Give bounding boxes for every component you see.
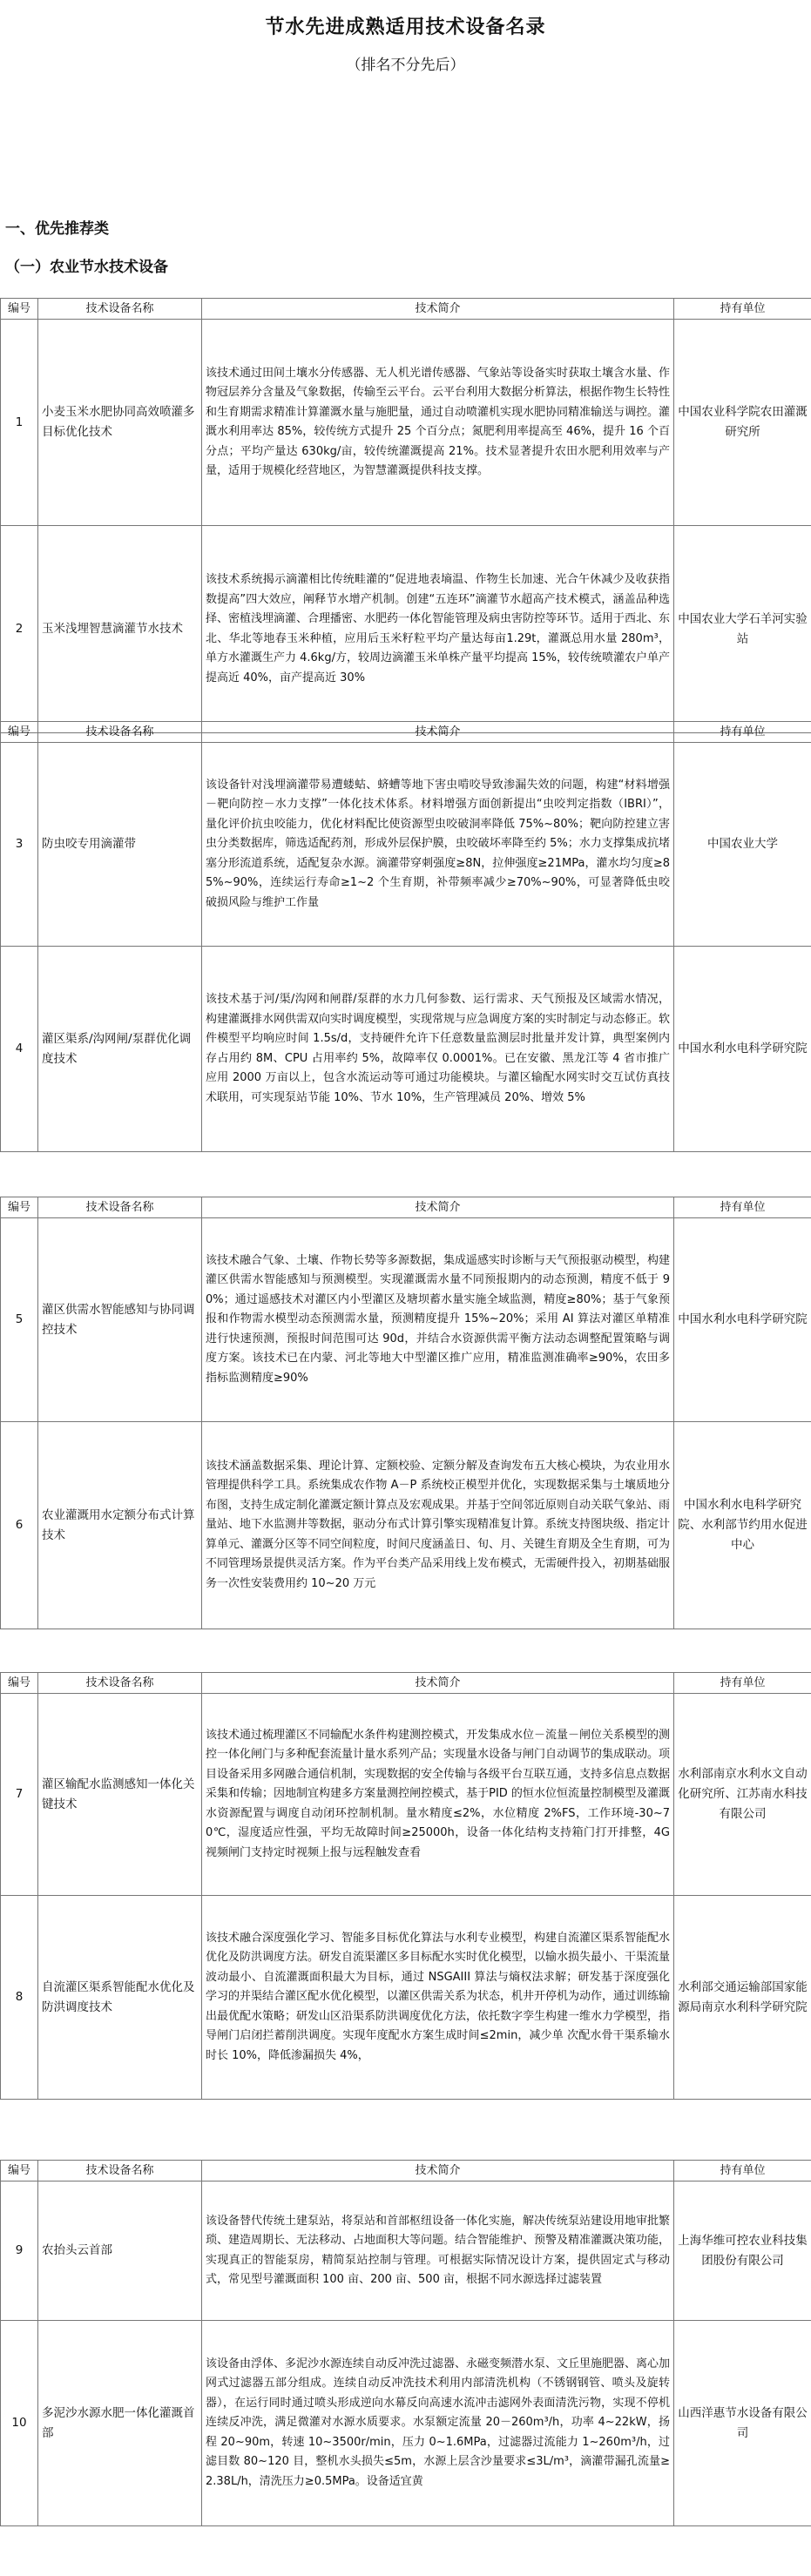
table-header-row [1, 299, 811, 320]
table-row [1, 947, 811, 1152]
header-name: 技术设备名称 [38, 1197, 202, 1218]
row-name: 玉米浅埋智慧滴灌节水技术 [38, 526, 202, 733]
tech-table [0, 1672, 811, 2100]
table-block-4 [0, 1672, 811, 2100]
section-heading: 一、优先推荐类 [5, 220, 109, 238]
row-org: 中国农业科学院农田灌溉研究所 [674, 320, 811, 526]
table-block-3 [0, 1197, 811, 1629]
tech-table [0, 298, 811, 733]
row-org: 上海华维可控农业科技集团股份有限公司 [674, 2182, 811, 2321]
row-org: 中国水利水电科学研究院、水利部节约用水促进中心 [674, 1422, 811, 1629]
header-org: 持有单位 [674, 1197, 811, 1218]
table-row [1, 2321, 811, 2526]
row-desc: 该技术涵盖数据采集、理论计算、定额校验、定额分解及查询发布五大核心模块，为农业用水管理提供科学工具。系统集成农作物 A－P 系统校正模型并优化，实现数据采集与土壤质地分布图，支持生成定制化灌溉定额计算点及宏观成果。并基于空间邻近原则自动关联气象站、雨量站、地下水监测井等数据，驱动分布式计算引擎实现精准复计算。系统支持图块级、指定计算单元、灌溉分区等不同空间粒度，时间尺度涵盖日、旬、月、关键生育期及全生育期，可为不同管理场景提供灵活方案。作为平台类产品采用线上发布模式，无需硬件投入，初期基础服务一次性安装费用约 10~20 万元 [202, 1422, 674, 1629]
row-org: 水利部交通运输部国家能源局南京水利科学研究院 [674, 1896, 811, 2100]
row-name: 多泥沙水源水肥一体化灌溉首部 [38, 2321, 202, 2526]
table-row [1, 526, 811, 733]
row-no: 7 [1, 1694, 38, 1896]
row-desc: 该技术基于河/渠/沟网和闸群/泵群的水力几何参数、运行需求、天气预报及区域需水情况，构建灌溉排水网供需双向实时调度模型，实现常规与应急调度方案的实时制定与动态修正。软件模型平均响应时间 1.5s/d，支持硬件允许下任意数量监测层时批量并发计算，典型案例内存占用约 8M、CPU 占用率约 5%，故障率仅 0.0001%。已在安徽、黑龙江等 4 省市推广应用 2000 万亩以上，包含水流运动等可通过功能模块。与灌区输配水网实时交互试仿真技术联用，可实现泵站节能 10%、节水 10%，生产管理减员 20%、增效 5% [202, 947, 674, 1152]
header-org: 持有单位 [674, 2161, 811, 2182]
table-block-1 [0, 298, 811, 733]
row-no: 5 [1, 1218, 38, 1422]
row-name: 防虫咬专用滴灌带 [38, 743, 202, 947]
row-name: 农抬头云首部 [38, 2182, 202, 2321]
row-org: 山西洋惠节水设备有限公司 [674, 2321, 811, 2526]
row-org: 中国水利水电科学研究院 [674, 1218, 811, 1422]
header-no: 编号 [1, 1673, 38, 1694]
header-name: 技术设备名称 [38, 722, 202, 743]
row-name: 农业灌溉用水定额分布式计算技术 [38, 1422, 202, 1629]
row-org: 中国水利水电科学研究院 [674, 947, 811, 1152]
row-no: 4 [1, 947, 38, 1152]
row-no: 10 [1, 2321, 38, 2526]
table-block-5 [0, 2160, 811, 2526]
row-no: 3 [1, 743, 38, 947]
row-no: 9 [1, 2182, 38, 2321]
header-name: 技术设备名称 [38, 2161, 202, 2182]
table-row [1, 1218, 811, 1422]
document-title: 节水先进成熟适用技术设备名录 [265, 17, 546, 38]
table-block-2 [0, 721, 811, 1152]
header-no: 编号 [1, 2161, 38, 2182]
header-name: 技术设备名称 [38, 299, 202, 320]
tech-table [0, 2160, 811, 2526]
header-org: 持有单位 [674, 299, 811, 320]
row-no: 1 [1, 320, 38, 526]
row-desc: 该设备替代传统土建泵站，将泵站和首部枢纽设备一体化实施，解决传统泵站建设用地审批繁琐、建造周期长、无法移动、占地面积大等问题。结合智能维护、预警及精准灌溉决策功能，实现真正的智能泵房，精简泵站控制与管理。可根据实际情况设计方案，提供固定式与移动式，常见型号灌溉面积 100 亩、200 亩、500 亩，根据不同水源选择过滤装置 [202, 2182, 674, 2321]
header-desc: 技术简介 [202, 1673, 674, 1694]
header-desc: 技术简介 [202, 2161, 674, 2182]
table-header-row [1, 1673, 811, 1694]
row-desc: 该设备针对浅埋滴灌带易遭蝼蛄、蛴螬等地下害虫啃咬导致渗漏失效的问题，构建“材料增强－靶向防控－水力支撑”一体化技术体系。材料增强方面创新提出“虫咬判定指数（IBRI）”，量化评价抗虫咬能力，优化材料配比使资源型虫咬破洞率降低 75%~80%；靶向防控建立害虫分类数据库，筛选适配药剂，形成外层保护膜，虫咬破坏率降至约 5%；水力支撑集成抗堵塞分形流道系统，适配复杂水源。滴灌带穿刺强度≥8N，拉伸强度≥21MPa，灌水均匀度≥85%~90%，连续运行寿命≥1~2 个生育期，补带频率减少≥70%~90%，可显著降低虫咬破损风险与维护工作量 [202, 743, 674, 947]
header-org: 持有单位 [674, 1673, 811, 1694]
row-no: 2 [1, 526, 38, 733]
header-desc: 技术简介 [202, 722, 674, 743]
header-no: 编号 [1, 1197, 38, 1218]
header-no: 编号 [1, 722, 38, 743]
row-org: 中国农业大学石羊河实验站 [674, 526, 811, 733]
tech-table [0, 721, 811, 1152]
table-row [1, 743, 811, 947]
row-desc: 该技术通过田间土壤水分传感器、无人机光谱传感器、气象站等设备实时获取土壤含水量、作物冠层养分含量及气象数据，传输至云平台。云平台利用大数据分析算法，根据作物生长特性和生育期需求精准计算灌溉水量与施肥量，通过自动喷灌机实现水肥协同精准输送与调控。灌溉水利用率达 85%，较传统方式提升 25 个百分点；氮肥利用率提高至 46%，提升 16 个百分点；平均产量达 630kg/亩，较传统灌溉提高 21%。技术显著提升农田水肥利用效率与产量，适用于规模化经营地区，为智慧灌溉提供科技支撑。 [202, 320, 674, 526]
table-row [1, 1422, 811, 1629]
table-row [1, 2182, 811, 2321]
header-name: 技术设备名称 [38, 1673, 202, 1694]
row-desc: 该技术融合气象、土壤、作物长势等多源数据，集成遥感实时诊断与天气预报驱动模型，构建灌区供需水智能感知与预测模型。实现灌溉需水量不同预报期内的动态预测，精度不低于 90%；通过遥感技术对灌区内小型灌区及塘坝蓄水量实施全域监测，精度≥80%；基于气象预报和作物需水模型动态预测需水量，预测精度提升 15%~20%；采用 AI 算法对灌区单精准进行快速预测，预报时间范围可达 90d，并结合水资源供需平衡方法动态调整配置策略与调度方案。该技术已在内蒙、河北等地大中型灌区推广应用，精准监测准确率≥90%，农田多指标监测精度≥90% [202, 1218, 674, 1422]
subsection-heading: （一）农业节水技术设备 [5, 259, 168, 276]
header-desc: 技术简介 [202, 1197, 674, 1218]
header-no: 编号 [1, 299, 38, 320]
row-desc: 该技术融合深度强化学习、智能多目标优化算法与水利专业模型，构建自流灌区渠系智能配水优化及防洪调度方法。研发自流渠灌区多目标配水实时优化模型，以输水损失最小、干渠流量波动最小、自流灌溉面积最大为目标，通过 NSGAIII 算法与熵权法求解；研发基于深度强化学习的并渠结合灌区配水优化模型，以灌区供需关系为状态，机井开停机为动作，通过训练输出最优配水策略；研发山区沿渠系防洪调度优化方法，依托数字孪生构建一维水力学模型，指导闸门启闭拦蓄削洪调度。实现年度配水方案生成时间≤2min，减少单 次配水骨干渠系输水时长 10%，降低渗漏损失 4%， [202, 1896, 674, 2100]
row-org: 中国农业大学 [674, 743, 811, 947]
row-org: 水利部南京水利水文自动化研究所、江苏南水科技有限公司 [674, 1694, 811, 1896]
row-name: 灌区供需水智能感知与协同调控技术 [38, 1218, 202, 1422]
row-name: 灌区输配水监测感知一体化关键技术 [38, 1694, 202, 1896]
row-no: 6 [1, 1422, 38, 1629]
row-desc: 该技术通过梳理灌区不同输配水条件构建测控模式，开发集成水位－流量－闸位关系模型的测控一体化闸门与多种配套流量计量水系列产品；实现量水设备与闸门自动调节的集成联动。项目设备采用多网融合通信机制，实现数据的安全传输与各级平台互联互通，支持多信息点数据采集和传输；因地制宜构建多方案量测控闸控模式，基于PID 的恒水位恒流量控制模型及灌溉水资源配置与调度自动闭环控制机制。量水精度≤2%，水位精度 2%FS，工作环境-30~70℃，湿度适应性强，平均无故障时间≥25000h，设备一体化结构支持箱门打开排整，4G 视频闸门支持定时视频上报与远程触发查看 [202, 1694, 674, 1896]
table-header-row [1, 2161, 811, 2182]
table-row [1, 1694, 811, 1896]
document-subtitle: （排名不分先后） [346, 57, 465, 74]
row-name: 小麦玉米水肥协同高效喷灌多目标优化技术 [38, 320, 202, 526]
row-name: 自流灌区渠系智能配水优化及防洪调度技术 [38, 1896, 202, 2100]
header-org: 持有单位 [674, 722, 811, 743]
tech-table [0, 1197, 811, 1629]
table-row [1, 1896, 811, 2100]
row-name: 灌区渠系/沟网闸/泵群优化调度技术 [38, 947, 202, 1152]
table-row [1, 320, 811, 526]
row-no: 8 [1, 1896, 38, 2100]
row-desc: 该技术系统揭示滴灌相比传统畦灌的“促进地表墒温、作物生长加速、光合午休减少及收获指数提高”四大效应，阐释节水增产机制。创建“五连环”滴灌节水超高产技术模式，涵盖品种选择、密植浅埋滴灌、合理播密、水肥药一体化智能管理及病虫害防控等环节。适用于西北、东北、华北等地春玉米种植，应用后玉米籽粒平均产量达每亩1.29t，灌溉总用水量 280m³，单方水灌溉生产力 4.6kg/方，较周边滴灌玉米单株产量平均提高 15%，较传统喷灌农户单产提高近 40%，亩产提高近 30% [202, 526, 674, 733]
table-header-row [1, 722, 811, 743]
header-desc: 技术简介 [202, 299, 674, 320]
row-desc: 该设备由浮体、多泥沙水源连续自动反冲洗过滤器、永磁变频潜水泵、文丘里施肥器、离心加网式过滤器五部分组成。连续自动反冲洗技术利用内部清洗机构（不锈钢钢管、喷头及旋转器），在运行同时通过喷头形成逆向水幕反向高速水流冲击滤网外表面清洗污物，实现不停机连续反冲洗，满足微灌对水源水质要求。水泵额定流量 20－260m³/h，功率 4~22kW，扬程 20~90m，转速 10~3500r/min，压力 0~1.6MPa，过滤器过流能力 1~260m³/h，过滤目数 80~120 目，整机水头损失≤5m，水源上层含沙量要求≤3L/m³，滴灌带漏孔流量≥2.38L/h，清洗压力≥0.5MPa。设备适宜黄 [202, 2321, 674, 2526]
table-header-row [1, 1197, 811, 1218]
